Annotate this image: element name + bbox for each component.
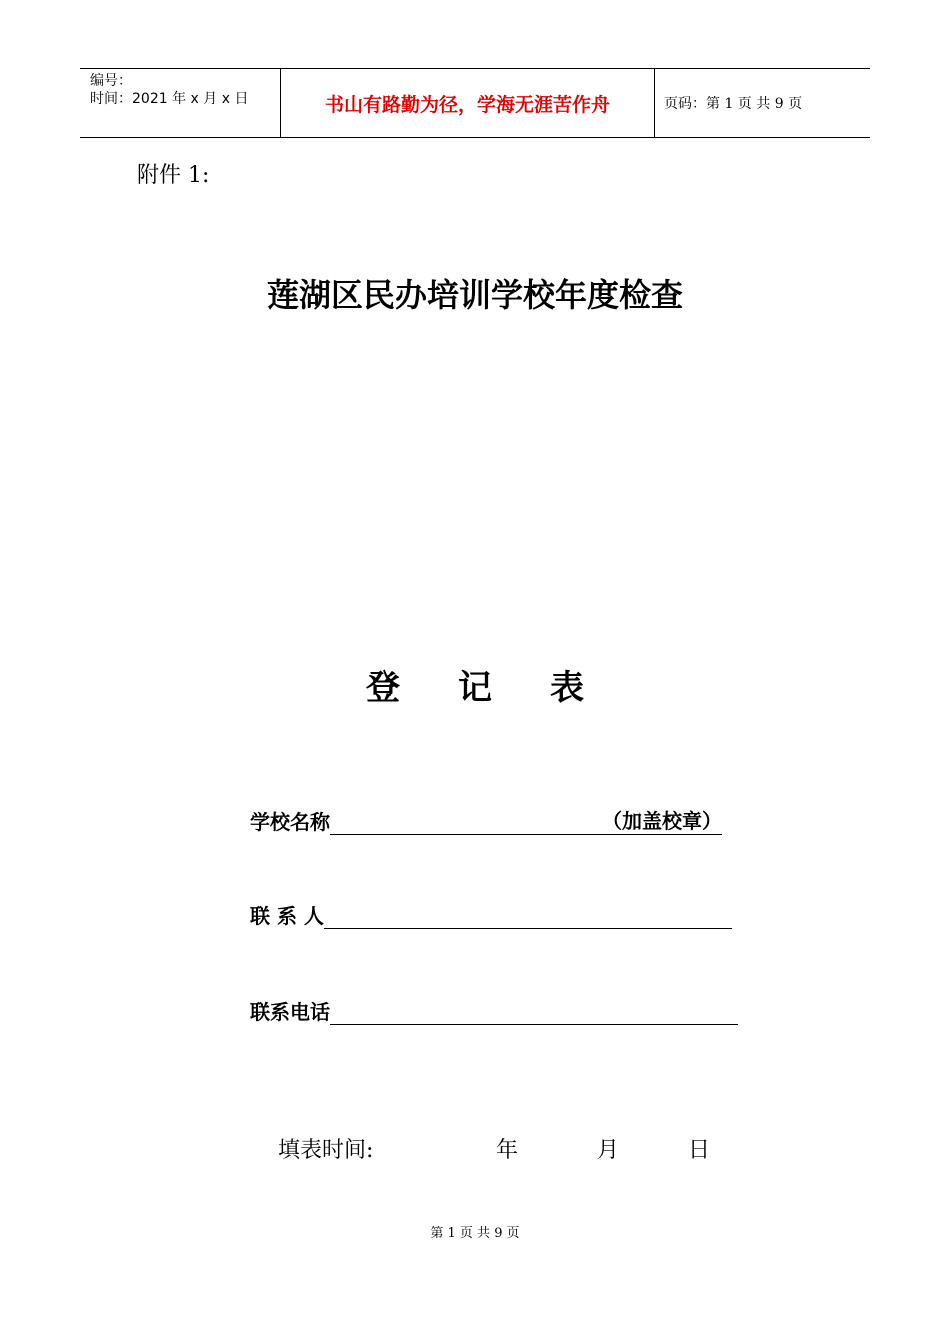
document-subtitle: 登记表	[366, 668, 642, 708]
phone-field	[250, 996, 738, 1025]
contact-field	[250, 900, 732, 929]
header-motto: 书山有路勤为径，学海无涯苦作舟	[281, 69, 655, 137]
phone-blank[interactable]	[330, 1000, 738, 1025]
attachment-label: 附件 1:	[137, 163, 210, 188]
phone-label: 联系电话	[250, 1000, 330, 1024]
number-label: 编号：	[90, 73, 132, 89]
contact-blank[interactable]	[324, 904, 732, 929]
school-name-field	[250, 805, 722, 835]
header-meta	[80, 69, 281, 137]
school-name-blank[interactable]	[330, 810, 602, 835]
fill-date-label: 填表时间:	[278, 1138, 374, 1163]
fill-date-year: 年	[496, 1138, 519, 1163]
contact-label: 联 系 人	[250, 904, 324, 928]
header-page-info: 页码：第 1 页 共 9 页	[664, 96, 803, 112]
fill-date-month: 月	[597, 1138, 620, 1163]
fill-date-day: 日	[688, 1138, 711, 1163]
page-footer: 第 1 页 共 9 页	[430, 1226, 520, 1241]
page-header	[80, 68, 870, 138]
seal-note: （加盖校章）	[602, 805, 722, 835]
document-title: 莲湖区民办培训学校年度检查	[266, 276, 683, 314]
time-label: 时间：2021 年 x 月 x 日	[90, 91, 249, 107]
school-name-label: 学校名称	[250, 810, 330, 834]
